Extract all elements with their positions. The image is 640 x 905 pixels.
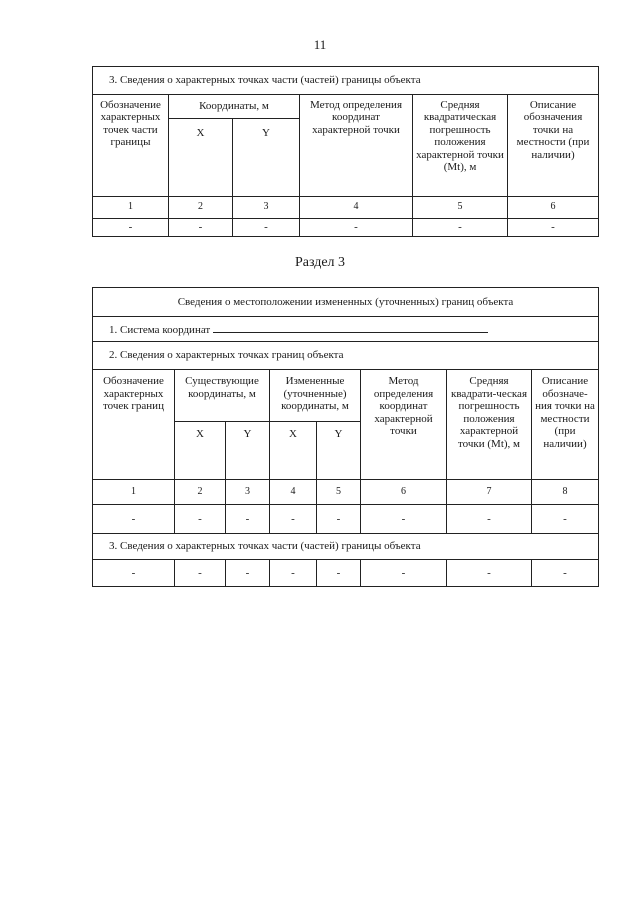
header-rms-error: Средняя квадратическая погрешность положения характерной точки (Mt), м bbox=[413, 94, 508, 196]
table-cell: - bbox=[447, 559, 532, 586]
column-number: 2 bbox=[175, 480, 226, 505]
table-row bbox=[93, 504, 599, 533]
coord-system-label: 1. Система координат bbox=[109, 323, 211, 336]
table-cell: - bbox=[532, 559, 599, 586]
header-x: X bbox=[175, 421, 226, 479]
table-cell: - bbox=[175, 559, 226, 586]
header-y: Y bbox=[226, 421, 270, 479]
header-x: X bbox=[169, 119, 233, 197]
header-point-designation: Обозначение характерных точек части границы bbox=[93, 94, 169, 196]
column-number: 3 bbox=[226, 480, 270, 505]
table1-caption: 3. Сведения о характерных точках части (частей) границы объекта bbox=[93, 67, 599, 95]
table-cell: - bbox=[93, 504, 175, 533]
column-number: 5 bbox=[413, 197, 508, 219]
header-coordinates: Координаты, м bbox=[169, 94, 300, 119]
column-number: 7 bbox=[447, 480, 532, 505]
column-number: 8 bbox=[532, 480, 599, 505]
header-method: Метод определения координат характерной точки bbox=[300, 94, 413, 196]
column-number: 4 bbox=[300, 197, 413, 219]
table-cell: - bbox=[413, 218, 508, 236]
column-number: 6 bbox=[508, 197, 599, 219]
page-number: 11 bbox=[313, 37, 327, 52]
table-cell: - bbox=[300, 218, 413, 236]
table-cell: - bbox=[532, 504, 599, 533]
table-row bbox=[93, 218, 599, 236]
header-y: Y bbox=[317, 421, 361, 479]
header-point-designation: Обозначение характерных точек границ bbox=[93, 370, 175, 480]
column-number: 1 bbox=[93, 480, 175, 505]
part-caption: 3. Сведения о характерных точках части (частей) границы объекта bbox=[93, 534, 599, 560]
header-rms-error: Средняя квадрати-ческая погрешность положения характерной точки (Mt), м bbox=[447, 370, 532, 480]
header-method: Метод определения координат характерной точки bbox=[361, 370, 447, 480]
coord-system-blank bbox=[213, 322, 488, 333]
table-cell: - bbox=[317, 504, 361, 533]
header-description: Описание обозначения точки на местности (при наличии) bbox=[508, 94, 599, 196]
table-cell: - bbox=[361, 504, 447, 533]
table-cell: - bbox=[169, 218, 233, 236]
table-cell: - bbox=[508, 218, 599, 236]
part-boundary-points-table bbox=[92, 66, 599, 237]
header-changed-coordinates: Измененные (уточненные) координаты, м bbox=[270, 370, 361, 422]
table-cell: - bbox=[93, 559, 175, 586]
header-x: X bbox=[270, 421, 317, 479]
table-row bbox=[93, 559, 599, 586]
changed-boundaries-table bbox=[92, 287, 599, 587]
column-number: 3 bbox=[233, 197, 300, 219]
column-number: 5 bbox=[317, 480, 361, 505]
coord-system-row bbox=[93, 317, 599, 342]
table-cell: - bbox=[233, 218, 300, 236]
table2-caption: Сведения о местоположении измененных (уточненных) границ объекта bbox=[93, 288, 599, 317]
table-cell: - bbox=[175, 504, 226, 533]
section-title: Раздел 3 bbox=[294, 255, 346, 270]
table-cell: - bbox=[270, 504, 317, 533]
column-number: 4 bbox=[270, 480, 317, 505]
table-cell: - bbox=[93, 218, 169, 236]
column-number: 6 bbox=[361, 480, 447, 505]
points-caption: 2. Сведения о характерных точках границ объекта bbox=[93, 341, 599, 369]
column-number: 2 bbox=[169, 197, 233, 219]
table-cell: - bbox=[226, 504, 270, 533]
header-y: Y bbox=[233, 119, 300, 197]
column-number: 1 bbox=[93, 197, 169, 219]
table-cell: - bbox=[361, 559, 447, 586]
table-cell: - bbox=[270, 559, 317, 586]
table-cell: - bbox=[447, 504, 532, 533]
header-description: Описание обозначе-ния точки на местности (при наличии) bbox=[532, 370, 599, 480]
table-cell: - bbox=[317, 559, 361, 586]
table-cell: - bbox=[226, 559, 270, 586]
header-existing-coordinates: Существующие координаты, м bbox=[175, 370, 270, 422]
